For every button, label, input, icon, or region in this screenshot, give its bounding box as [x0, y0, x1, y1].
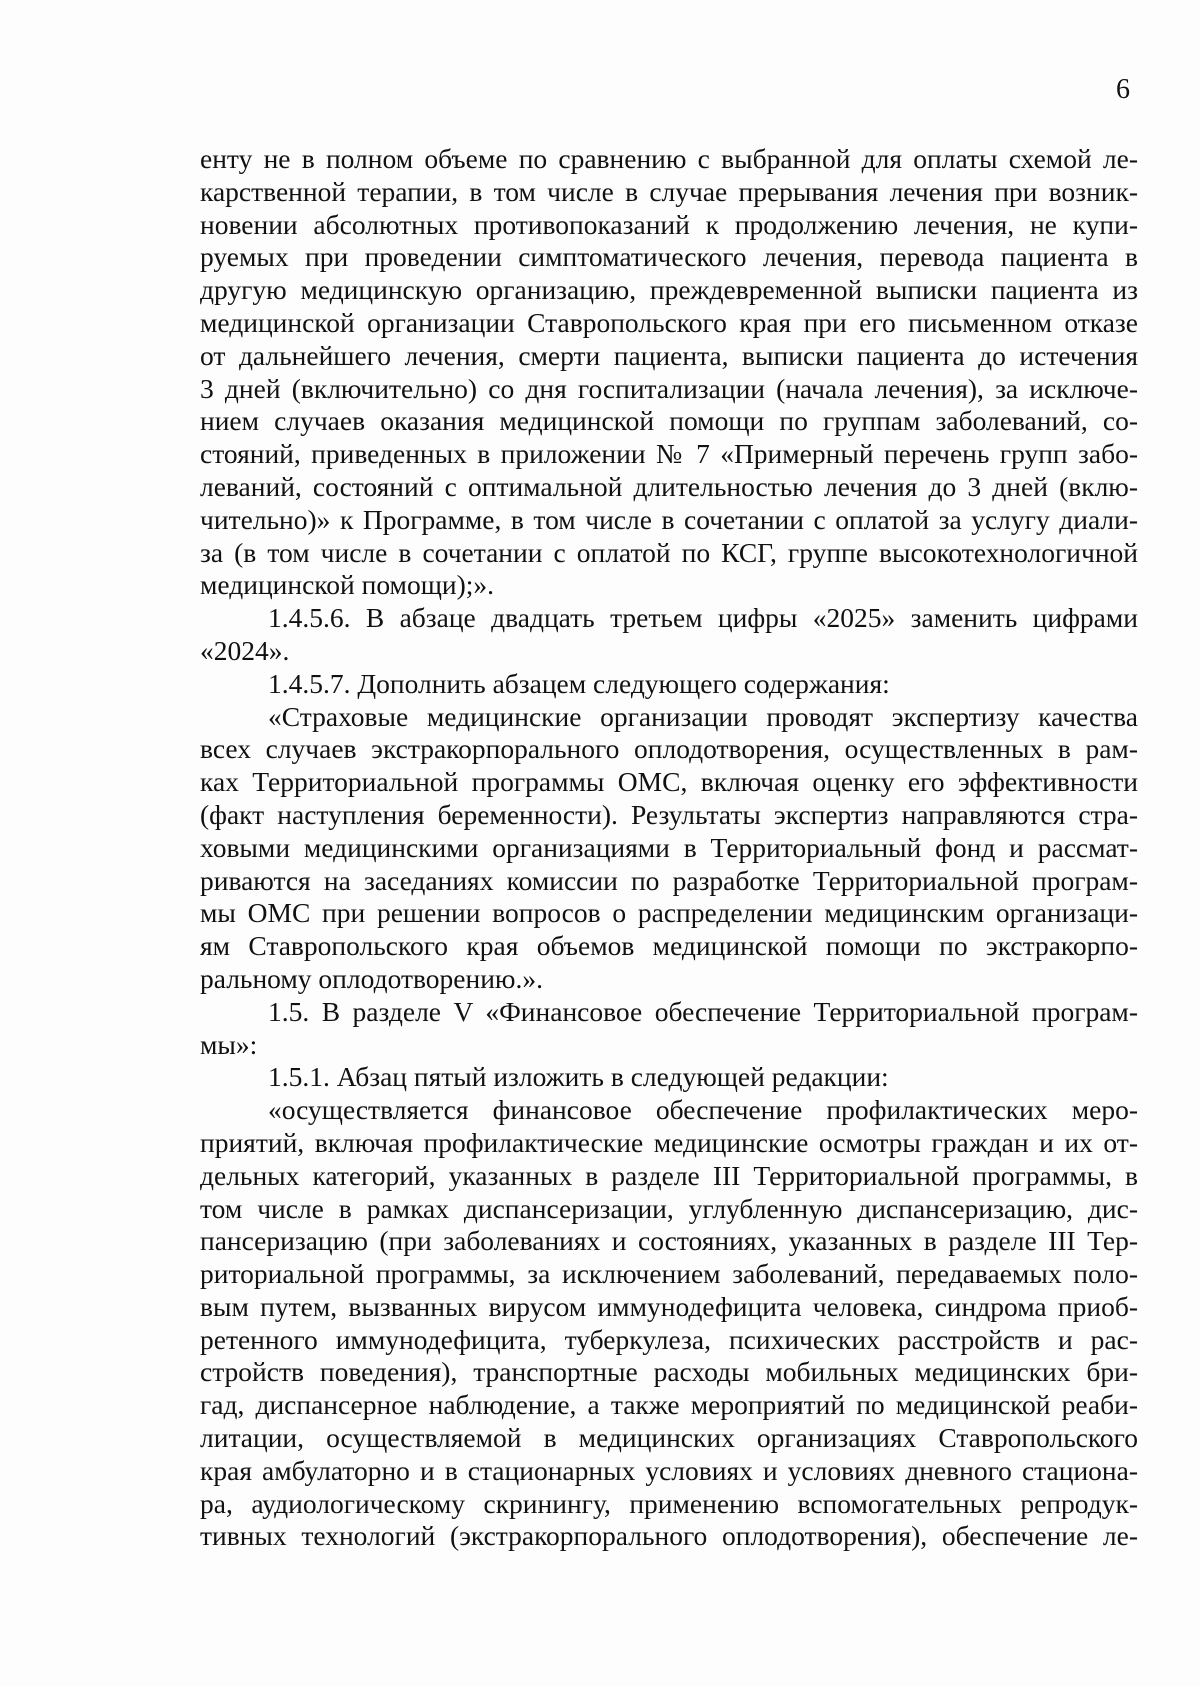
text-line: «2024». — [200, 634, 290, 666]
text-line: ра, аудиологическому скринингу, применению вспомогательных репродук- — [200, 1487, 1138, 1519]
text-line: 3 дней (включительно) со дня госпитализации (начала лечения), за исключе- — [200, 372, 1138, 404]
text-line: руемых при проведении симптоматического лечения, перевода пациента в — [200, 241, 1138, 273]
text-line: «осуществляется финансовое обеспечение профилактических меро- — [268, 1094, 1138, 1126]
text-line: енту не в полном объеме по сравнению с выбранной для оплаты схемой ле- — [200, 143, 1138, 174]
text-line: ральному оплодотворению.». — [200, 962, 543, 994]
text-line: тивных технологий (экстракорпорального оплодотворения), обеспечение ле- — [200, 1520, 1138, 1552]
text-line: риваются на заседаниях комиссии по разработке Территориальной програм- — [200, 864, 1138, 896]
text-line: мы»: — [200, 1028, 258, 1060]
text-line: другую медицинскую организацию, преждевременной выписки пациента из — [200, 274, 1138, 306]
text-line: 1.5. В разделе V «Финансовое обеспечение Территориальной програм- — [268, 995, 1138, 1027]
text-line: ховыми медицинскими организациями в Территориальный фонд и рассмат- — [200, 831, 1138, 863]
document-body — [200, 143, 1138, 1553]
text-line: края амбулаторно и в стационарных условиях и условиях дневного стациона- — [200, 1454, 1138, 1486]
text-line: 1.5.1. Абзац пятый изложить в следующей редакции: — [268, 1061, 889, 1093]
text-line: ретенного иммунодефицита, туберкулеза, психических расстройств и рас- — [200, 1323, 1138, 1355]
text-line: чительно)» к Программе, в том числе в сочетании с оплатой за услугу диали- — [200, 503, 1138, 535]
text-line: (факт наступления беременности). Результаты экспертиз направляются стра- — [200, 798, 1138, 830]
text-line: мы ОМС при решении вопросов о распределении медицинским организаци- — [200, 897, 1138, 929]
text-line: пансеризацию (при заболеваниях и состояниях, указанных в разделе III Тер- — [200, 1225, 1138, 1257]
text-line: леваний, состояний с оптимальной длительностью лечения до 3 дней (вклю- — [200, 470, 1138, 502]
text-line: за (в том числе в сочетании с оплатой по КСГ, группе высокотехнологичной — [200, 536, 1138, 568]
text-line: литации, осуществляемой в медицинских организациях Ставропольского — [200, 1422, 1138, 1454]
text-line: риториальной программы, за исключением заболеваний, передаваемых поло- — [200, 1258, 1138, 1290]
text-line: стройств поведения), транспортные расходы мобильных медицинских бри- — [200, 1356, 1138, 1388]
text-line: гад, диспансерное наблюдение, а также мероприятий по медицинской реаби- — [200, 1389, 1138, 1421]
page-number: 6 — [1116, 74, 1130, 105]
text-line: новении абсолютных противопоказаний к продолжению лечения, не купи- — [200, 208, 1138, 240]
text-line: карственной терапии, в том числе в случае прерывания лечения при возник- — [200, 175, 1138, 207]
text-line: ям Ставропольского края объемов медицинской помощи по экстракорпо- — [200, 930, 1138, 962]
text-line: медицинской помощи);». — [200, 569, 495, 601]
text-line: от дальнейшего лечения, смерти пациента, выписки пациента до истечения — [200, 339, 1138, 371]
text-line: «Страховые медицинские организации проводят экспертизу качества — [268, 700, 1138, 732]
text-line: стояний, приведенных в приложении № 7 «Примерный перечень групп забо- — [200, 438, 1138, 470]
text-line: дельных категорий, указанных в разделе III Территориальной программы, в — [200, 1159, 1138, 1191]
text-line: 1.4.5.6. В абзаце двадцать третьем цифры «2025» заменить цифрами — [268, 602, 1138, 634]
text-line: приятий, включая профилактические медицинские осмотры граждан и их от- — [200, 1126, 1138, 1158]
text-line: том числе в рамках диспансеризации, углубленную диспансеризацию, дис- — [200, 1192, 1138, 1224]
text-line: вым путем, вызванных вирусом иммунодефицита человека, синдрома приоб- — [200, 1290, 1138, 1322]
text-line: 1.4.5.7. Дополнить абзацем следующего содержания: — [268, 667, 890, 699]
text-line: нием случаев оказания медицинской помощи по группам заболеваний, со- — [200, 405, 1138, 437]
text-line: медицинской организации Ставропольского края при его письменном отказе — [200, 306, 1138, 338]
text-line: ках Территориальной программы ОМС, включая оценку его эффективности — [200, 766, 1138, 798]
text-line: всех случаев экстракорпорального оплодотворения, осуществленных в рам- — [200, 733, 1138, 765]
